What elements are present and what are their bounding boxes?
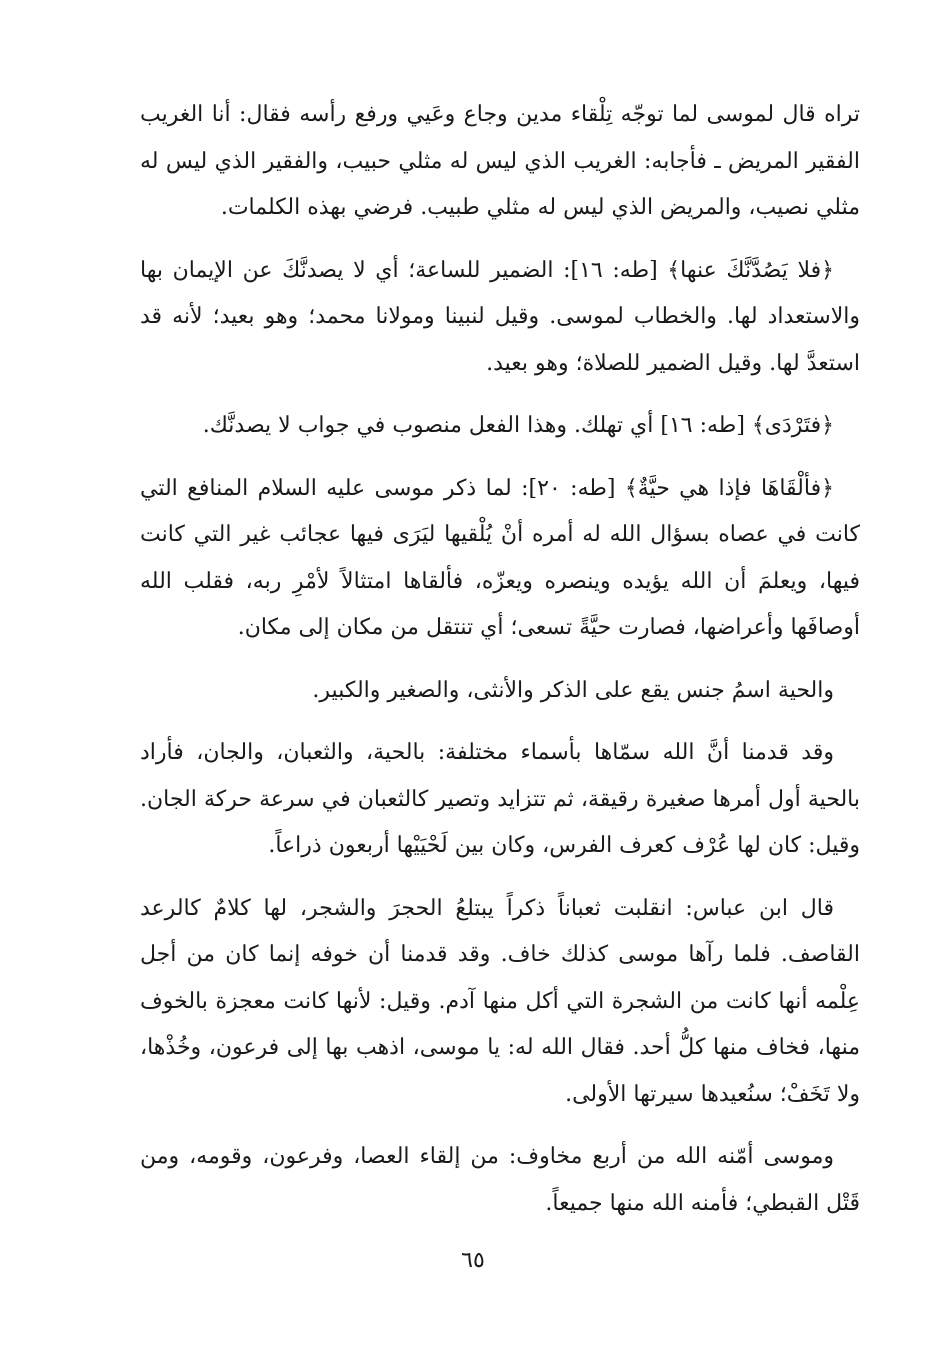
paragraph-8: وموسى أمّنه الله من أربع مخاوف: من إلقاء العصا، وفرعون، وقومه، ومن قَتْل القبطي؛ فأمنه الله منها جميعاً. [140,1144,860,1216]
paragraph-4: ﴿فألْقَاهَا فإذا هي حيَّةٌ﴾ [طه: ٢٠]: لما ذكر موسى عليه السلام المنافع التي كانت في عصاه بسؤال الله له أمره أنْ يُلْقيها ليَرَى فيها عجائب غير التي كانت فيها، ويعلمَ أن الله يؤيده وينصره ويعزّه، فألقاها امتثالاً لأمْرِ ربه، فقلب الله أوصافَها وأعراضها، فصارت حيَّةً تسعى؛ أي تنتقل من مكان إلى مكان. [140,475,860,640]
body-text [140,92,860,1243]
paragraph-5: والحية اسمُ جنس يقع على الذكر والأنثى، والصغير والكبير. [312,677,834,703]
paragraph-1: تراه قال لموسى لما توجّه تِلْقاء مدين وجاع وعَيي ورفع رأسه فقال: أنا الغريب الفقير المريض ـ فأجابه: الغريب الذي ليس له مثلي حبيب، والفقير الذي ليس له مثلي نصيب، والمريض الذي ليس له مثلي طبيب. فرضي بهذه الكلمات. [140,102,860,220]
paragraph-6: وقد قدمنا أنَّ الله سمّاها بأسماء مختلفة: بالحية، والثعبان، والجان، فأراد بالحية أول أمرها صغيرة رقيقة، ثم تتزايد وتصير كالثعبان في سرعة حركة الجان. وقيل: كان لها عُرْف كعرف الفرس، وكان بين لَحْيَيْها أربعون ذراعاً. [140,740,860,858]
paragraph-2: ﴿فلا يَصُدَّنَّكَ عنها﴾ [طه: ١٦]: الضمير للساعة؛ أي لا يصدنَّكَ عن الإيمان بها والاستعداد لها. والخطاب لموسى. وقيل لنبينا ومولانا محمد؛ وهو بعيد؛ لأنه قد استعدَّ لها. وقيل الضمير للصلاة؛ وهو بعيد. [140,257,860,376]
paragraph-7: قال ابن عباس: انقلبت ثعباناً ذكراً يبتلعُ الحجرَ والشجر، لها كلامٌ كالرعد القاصف. فلما رآها موسى كذلك خاف. وقد قدمنا أن خوفه إنما كان من أجل عِلْمه أنها كانت من الشجرة التي أكل منها آدم. وقيل: لأنها كانت معجزة بالخوف منها، فخاف منها كلُّ أحد. فقال الله له: يا موسى، اذهب بها إلى فرعون، وخُذْها، ولا تَخَفْ؛ سنُعيدها سيرتها الأولى. [140,895,860,1107]
page-number: ٦٥ [461,1248,485,1273]
paragraph-3: ﴿فتَرْدَى﴾ [طه: ١٦] أي تهلك. وهذا الفعل منصوب في جواب لا يصدنَّك. [202,413,834,438]
